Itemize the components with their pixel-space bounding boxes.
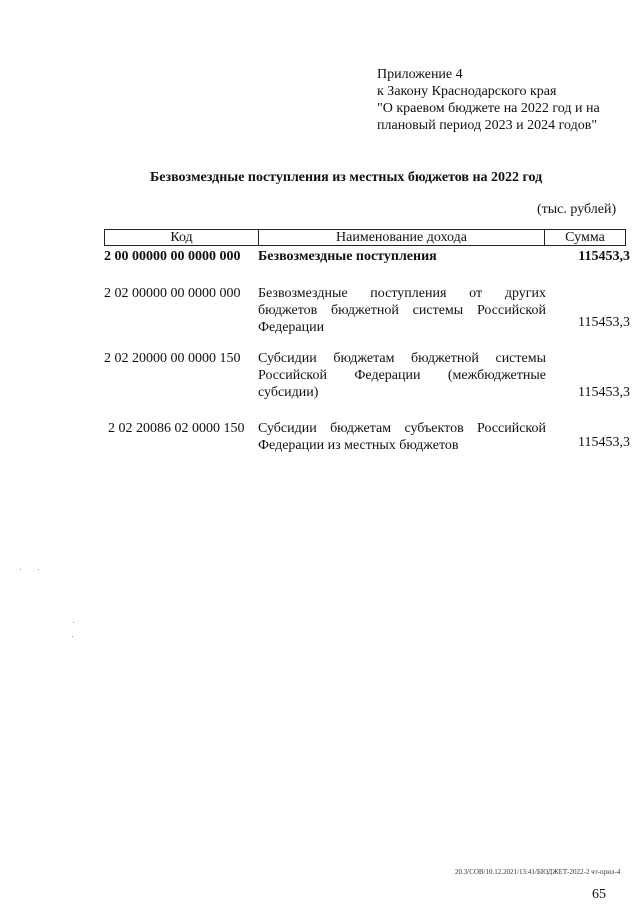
row-sum: 115453,3 [578,249,630,264]
row-sum: 115453,3 [578,435,630,450]
row-code: 2 02 20086 02 0000 150 [108,421,245,436]
appendix-header [377,66,600,134]
row-name: Безвозмездные поступления от других бюджетов бюджетной системы Российской Федерации [258,286,546,335]
scan-speck [20,569,21,570]
header-name: Наименование дохода [259,230,545,245]
row-sum: 115453,3 [578,385,630,400]
row-name: Субсидии бюджетам субъектов Российской Федерации из местных бюджетов [258,421,546,453]
table-header [104,229,626,246]
row-name: Субсидии бюджетам бюджетной системы Российской Федерации (межбюджетные субсидии) [258,351,546,400]
row-name: Безвозмездные поступления [258,249,437,264]
page-number: 65 [592,887,606,902]
scan-speck [38,569,39,570]
units-label: (тыс. рублей) [537,202,617,217]
header-code: Код [105,230,259,245]
row-code: 2 00 00000 00 0000 000 [104,249,241,264]
appendix-line-3: "О краевом бюджете на 2022 год и на [377,101,600,116]
appendix-line-4: плановый период 2023 и 2024 годов" [377,118,598,133]
appendix-line-1: Приложение 4 [377,67,463,82]
scan-speck [73,622,74,623]
row-code: 2 02 20000 00 0000 150 [104,351,241,366]
row-code: 2 02 00000 00 0000 000 [104,286,241,301]
header-sum: Сумма [565,230,605,245]
document-code: 20.3/СОВ/10.12.2021/13:41/БЮДЖЕТ-2022-2 чт-прил-4 [455,868,621,876]
appendix-line-2: к Закону Краснодарского края [377,84,557,99]
row-sum: 115453,3 [578,315,630,330]
document-title: Безвозмездные поступления из местных бюджетов на 2022 год [150,170,543,185]
scan-speck [72,636,73,637]
